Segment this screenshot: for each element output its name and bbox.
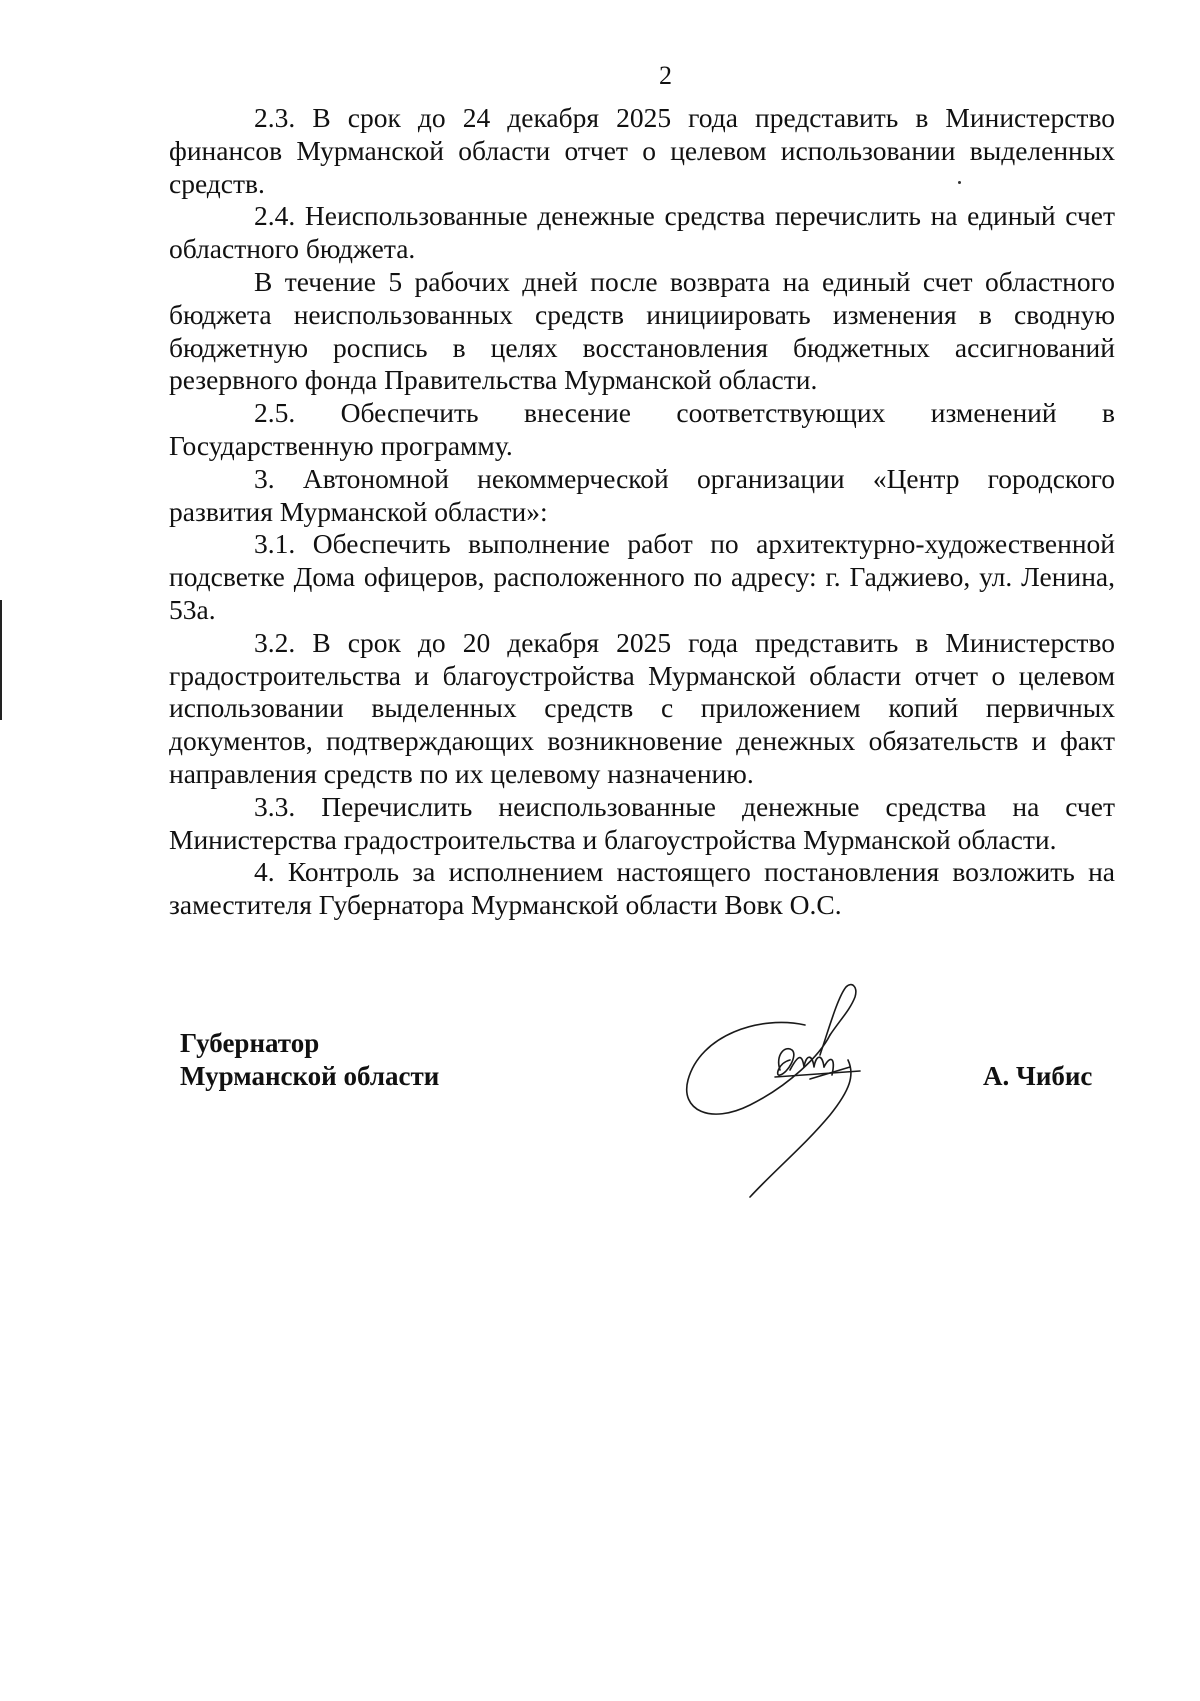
document-body xyxy=(169,102,1115,922)
handwritten-signature xyxy=(680,975,930,1205)
paragraph-3: 3. Автономной некоммерческой организации «Центр городского развития Мурманской области»: xyxy=(169,462,1115,527)
paragraph-2-3: 2.3. В срок до 24 декабря 2025 года представить в Министерство финансов Мурманской области отчет о целевом использовании выделенных средств. xyxy=(169,102,1115,199)
paragraph-2-4: 2.4. Неиспользованные денежные средства перечислить на единый счет областного бюджета. xyxy=(169,200,1115,265)
paragraph-3-1: 3.1. Обеспечить выполнение работ по архитектурно-художественной подсветке Дома офицеров, расположенного по адресу: г. Гаджиево, ул. Ленина, 53а. xyxy=(169,528,1115,625)
paragraph-3-3: 3.3. Перечислить неиспользованные денежные средства на счет Министерства градостроительства и благоустройства Мурманской области. xyxy=(169,790,1115,855)
signatory-title-line2: Мурманской области xyxy=(180,1061,440,1091)
page-number: 2 xyxy=(659,61,672,90)
paragraph-3-2: 3.2. В срок до 20 декабря 2025 года представить в Министерство градостроительства и благоустройства Мурманской области отчет о целевом использовании выделенных средств с приложением копий первичных документов, подтверждающих возникновение денежных обязательств и факт направления средств по их целевому назначению. xyxy=(169,626,1115,789)
paragraph-2-5: 2.5. Обеспечить внесение соответствующих изменений в Государственную программу. xyxy=(169,397,1115,461)
signatory-title-line1: Губернатор xyxy=(180,1028,320,1058)
scan-margin-mark xyxy=(0,600,2,720)
paragraph-2-4-continuation: В течение 5 рабочих дней после возврата на единый счет областного бюджета неиспользованных средств инициировать изменения в сводную бюджетную роспись в целях восстановления бюджетных ассигнований резервного фонда Правительства Мурманской области. xyxy=(169,265,1115,396)
paragraph-4: 4. Контроль за исполнением настоящего постановления возложить на заместителя Губернатора Мурманской области Вовк О.С. xyxy=(169,856,1115,921)
signatory-name: А. Чибис xyxy=(983,1061,1093,1091)
signatory-title xyxy=(180,1027,439,1093)
